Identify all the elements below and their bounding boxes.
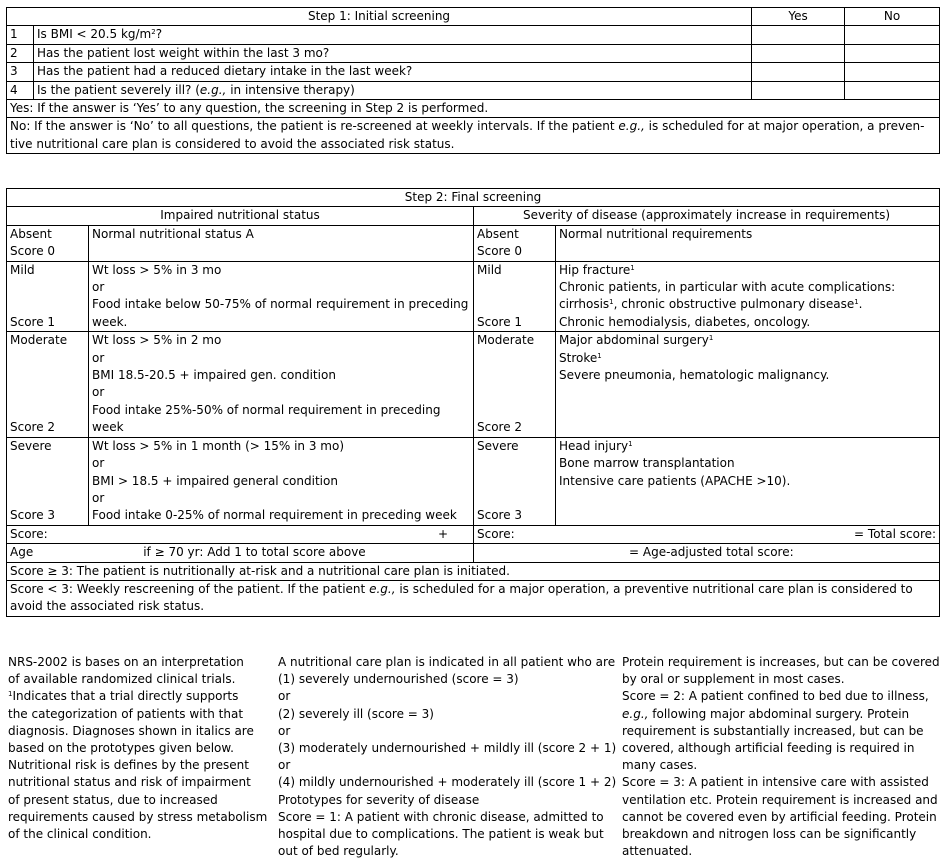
risk-note: Score ≥ 3: The patient is nutritionally at-risk and a nutritional care plan is initiated.	[7, 562, 940, 580]
yes-cell[interactable]	[752, 81, 845, 99]
grade-cell: Absent Score 0	[474, 225, 556, 261]
question-number: 4	[7, 81, 34, 99]
step2-header-row	[7, 189, 940, 207]
question-number: 2	[7, 44, 34, 62]
grade-cell: Absent Score 0	[7, 225, 89, 261]
no-column-header: No	[845, 8, 940, 26]
question-text: Has the patient lost weight within the last 3 mo?	[34, 44, 752, 62]
score-row-mild	[7, 261, 940, 332]
no-cell[interactable]	[845, 44, 940, 62]
question-row	[7, 26, 940, 44]
yes-column-header: Yes	[752, 8, 845, 26]
question-row	[7, 63, 940, 81]
age-rule: Age if ≥ 70 yr: Add 1 to total score above	[7, 544, 474, 562]
grade-cell: Mild Score 1	[474, 261, 556, 332]
question-number: 1	[7, 26, 34, 44]
yes-note-row	[7, 100, 940, 118]
disease-score-field[interactable]: Score: = Total score:	[474, 525, 940, 543]
step2-subheader-row	[7, 207, 940, 225]
nutrition-criteria: Wt loss > 5% in 1 month (> 15% in 3 mo) or BMI > 18.5 + impaired general condition or Food intake 0-25% of normal requirement in preceding week	[89, 437, 474, 525]
disease-criteria: Normal nutritional requirements	[556, 225, 940, 261]
question-text: Is BMI < 20.5 $kg/m^2$?	[34, 26, 752, 44]
weekly-rescreening-note: Score < 3: Weekly rescreening of the patient. If the patient e.g., is scheduled for a major operation, a preventive nutritional care plan is considered to avoid the associated risk status.	[7, 580, 940, 616]
disease-criteria: Head injury$^1$ Bone marrow transplantation Intensive care patients (APACHE >10).	[556, 437, 940, 525]
score-row-severe	[7, 437, 940, 525]
question-row	[7, 81, 940, 99]
age-row	[7, 544, 940, 562]
no-cell[interactable]	[845, 26, 940, 44]
footnote-column-2: A nutritional care plan is indicated in all patient who are (1) severely undernourished (score = 3) or (2) severely ill (score = 3) or (3) moderately undernourished + mildly ill (score 2 + 1) or (4) mildly undernourished + moderately ill (score 1 + 2) Prototypes for severity of disease Score = 1: A patient with chronic disease, admitted to hospital due to complications. The patient is weak but out of bed regularly.	[278, 655, 617, 859]
nutrition-criteria: Normal nutritional status A	[89, 225, 474, 261]
step1-header-row	[7, 8, 940, 26]
score-row-moderate	[7, 332, 940, 437]
question-text: Has the patient had a reduced dietary intake in the last week?	[34, 63, 752, 81]
grade-cell: Mild Score 1	[7, 261, 89, 332]
nutrition-score-field[interactable]: Score: +	[7, 525, 474, 543]
step2-table	[6, 188, 940, 617]
no-note: No: If the answer is ‘No’ to all questions, the patient is re-screened at weekly intervals. If the patient e.g., is scheduled for at major operation, a preven- tive nutritional care plan is considered to avoid the associated risk status.	[7, 118, 940, 154]
weekly-note-row	[7, 580, 940, 616]
question-row	[7, 44, 940, 62]
footnote-column-3: Protein requirement is increases, but can be covered by oral or supplement in most cases. Score = 2: A patient confined to bed due to illness, e.g., following major abdominal surgery. Protein requirement is substantially increased, but can be covered, although artificial feeding is required in many cases. Score = 3: A patient in intensive care with assisted ventilation etc. Protein requirement is increased and cannot be covered even by artificial feeding. Protein breakdown and nitrogen loss can be significantly attenuated.	[622, 655, 940, 859]
yes-note: Yes: If the answer is ‘Yes’ to any question, the screening in Step 2 is performed.	[7, 100, 940, 118]
footnote-column-1: NRS-2002 is bases on an interpretation of available randomized clinical trials. $^1$Indicates that a trial directly supports the categorization of patients with that diagnosis. Diagnoses shown in italics are based on the prototypes given below. Nutritional risk is defines by the present nutritional status and risk of impairment of present status, due to increased requirements caused by stress metabolism of the clinical condition.	[8, 655, 268, 842]
question-number: 3	[7, 63, 34, 81]
question-text: Is the patient severely ill? (e.g., in intensive therapy)	[34, 81, 752, 99]
grade-cell: Moderate Score 2	[7, 332, 89, 437]
grade-cell: Severe Score 3	[7, 437, 89, 525]
age-adjusted-total[interactable]: = Age-adjusted total score:	[474, 544, 940, 562]
disease-criteria: Major abdominal surgery$^1$ Stroke$^1$ Severe pneumonia, hematologic malignancy.	[556, 332, 940, 437]
step1-header: Step 1: Initial screening	[7, 8, 752, 26]
no-cell[interactable]	[845, 81, 940, 99]
disease-criteria: Hip fracture$^1$ Chronic patients, in particular with acute complications: cirrhosis$^1$, chronic obstructive pulmonary disease$^1$. Chronic hemodialysis, diabetes, oncology.	[556, 261, 940, 332]
score-sum-row	[7, 525, 940, 543]
grade-cell: Severe Score 3	[474, 437, 556, 525]
impaired-nutrition-header: Impaired nutritional status	[7, 207, 474, 225]
yes-cell[interactable]	[752, 44, 845, 62]
risk-note-row	[7, 562, 940, 580]
no-note-row	[7, 118, 940, 154]
grade-cell: Moderate Score 2	[474, 332, 556, 437]
no-cell[interactable]	[845, 63, 940, 81]
nutrition-criteria: Wt loss > 5% in 3 mo or Food intake below 50-75% of normal requirement in preceding week.	[89, 261, 474, 332]
score-row-absent	[7, 225, 940, 261]
yes-cell[interactable]	[752, 26, 845, 44]
yes-cell[interactable]	[752, 63, 845, 81]
step1-table	[6, 7, 940, 154]
step2-header: Step 2: Final screening	[7, 189, 940, 207]
nutrition-criteria: Wt loss > 5% in 2 mo or BMI 18.5-20.5 + impaired gen. condition or Food intake 25%-50% of normal requirement in preceding week	[89, 332, 474, 437]
disease-severity-header: Severity of disease (approximately increase in requirements)	[474, 207, 940, 225]
